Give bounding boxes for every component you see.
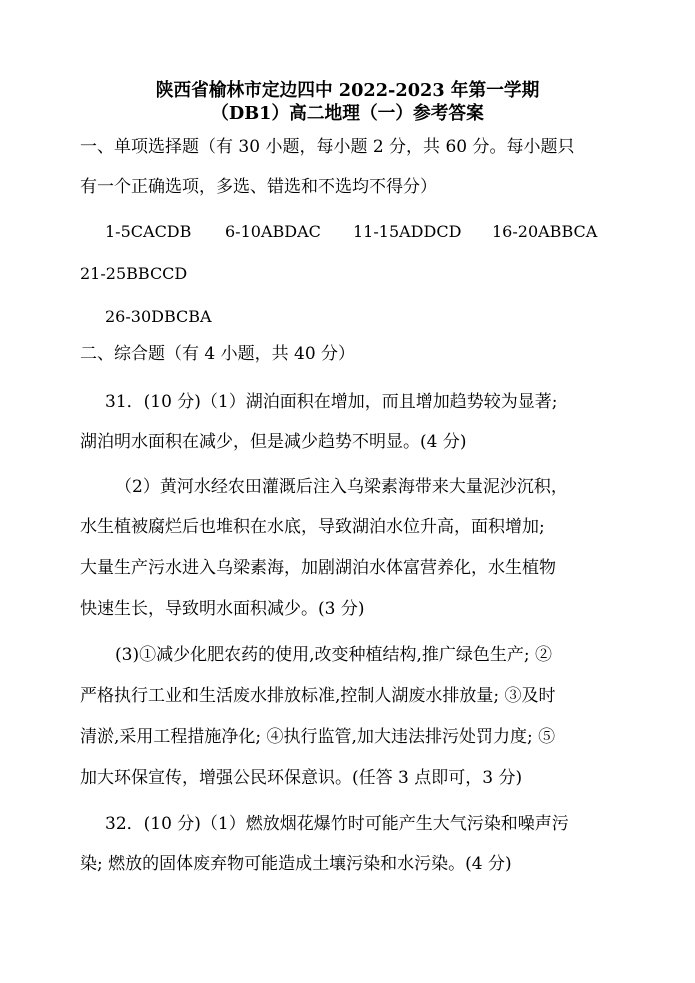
q31-part2-line-3: 大量生产污水进入乌梁素海，加剧湖泊水体富营养化，水生植物 [80, 558, 556, 578]
section2-heading: 二、综合题（有 4 小题，共 40 分） [80, 344, 356, 364]
answer-group-6-10: 6-10ABDAC [225, 222, 321, 241]
q32-part1-line-1: 32．(10 分)（1）燃放烟花爆竹时可能产生大气污染和噪声污 [105, 814, 569, 834]
answer-key-row [0, 220, 695, 244]
q31-part3-line-3: 清淤,采用工程措施净化; ④执行监管,加大违法排污处罚力度; ⑤ [80, 727, 556, 747]
section1-heading-line-2: 有一个正确选项，多选、错选和不选均不得分） [80, 177, 437, 197]
q31-part3-line-4: 加大环保宣传，增强公民环保意识。(任答 3 点即可，3 分) [80, 768, 523, 788]
q31-part3-line-2: 严格执行工业和生活废水排放标准,控制人湖废水排放量; ③及时 [80, 686, 556, 706]
title-line-1: 陕西省榆林市定边四中 2022-2023 年第一学期 [155, 80, 540, 101]
q31-part2-line-1: （2）黄河水经农田灌溉后注入乌梁素海带来大量泥沙沉积， [115, 477, 568, 497]
answer-group-26-30: 26-30DBCBA [105, 307, 212, 326]
q31-part2-line-2: 水生植被腐烂后也堆积在水底，导致湖泊水位升高，面积增加; [80, 517, 545, 537]
q32-part1-line-2: 染; 燃放的固体废弃物可能造成土壤污染和水污染。(4 分) [80, 854, 512, 874]
q31-part1-line-2: 湖泊明水面积在减少，但是减少趋势不明显。(4 分) [80, 432, 467, 452]
q31-part2-line-4: 快速生长，导致明水面积减少。(3 分) [80, 599, 365, 619]
answer-group-1-5: 1-5CACDB [105, 222, 192, 241]
q31-part3-line-1: (3)①减少化肥农药的使用,改变种植结构,推广绿色生产; ② [115, 645, 553, 665]
q31-part1-line-1: 31．(10 分)（1）湖泊面积在增加，而且增加趋势较为显著; [105, 392, 558, 412]
section1-heading-line-1: 一、单项选择题（有 30 小题，每小题 2 分，共 60 分。每小题只 [80, 137, 575, 157]
answer-group-11-15: 11-15ADDCD [353, 222, 462, 241]
title-line-2: （DB1）高二地理（一）参考答案 [211, 103, 484, 124]
answer-group-16-20: 16-20ABBCA [492, 222, 598, 241]
answer-group-21-25: 21-25BBCCD [80, 264, 188, 283]
